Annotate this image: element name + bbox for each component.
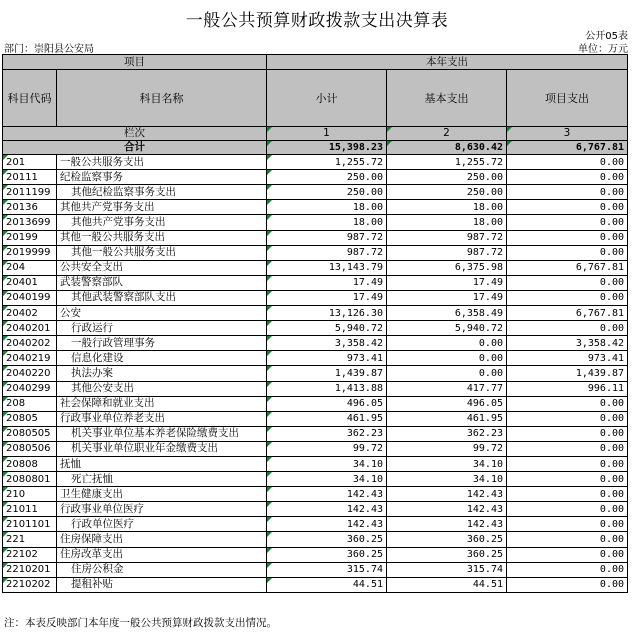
header-project-exp: 项目支出 <box>507 70 628 127</box>
row-name: 武装警察部队 <box>57 275 267 290</box>
row-basic: 0.00 <box>387 351 507 366</box>
row-subtotal: 5,940.72 <box>267 321 387 336</box>
row-basic: 99.72 <box>387 441 507 456</box>
row-basic: 44.51 <box>387 577 507 592</box>
row-subtotal: 44.51 <box>267 577 387 592</box>
row-project: 0.00 <box>507 532 628 547</box>
row-subtotal: 34.10 <box>267 456 387 471</box>
row-project: 0.00 <box>507 230 628 245</box>
row-basic: 17.49 <box>387 275 507 290</box>
form-code: 公开05表 <box>585 31 628 42</box>
page-title: 一般公共预算财政拨款支出决算表 <box>185 11 449 31</box>
row-code: 2040202 <box>3 336 57 351</box>
table-row <box>3 411 628 426</box>
row-project: 0.00 <box>507 517 628 532</box>
row-basic: 18.00 <box>387 200 507 215</box>
row-project: 1,439.87 <box>507 366 628 381</box>
row-code: 2080801 <box>3 472 57 487</box>
table-row <box>3 426 628 441</box>
row-project: 0.00 <box>507 185 628 200</box>
row-project: 0.00 <box>507 472 628 487</box>
row-subtotal: 99.72 <box>267 441 387 456</box>
row-subtotal: 362.23 <box>267 426 387 441</box>
row-code: 20136 <box>3 200 57 215</box>
row-name: 信息化建设 <box>57 351 267 366</box>
row-name: 纪检监察事务 <box>57 170 267 185</box>
unit-label: 单位：万元 <box>578 44 628 55</box>
table-row <box>3 381 628 396</box>
row-subtotal: 987.72 <box>267 245 387 260</box>
row-subtotal: 13,143.79 <box>267 260 387 275</box>
table-row <box>3 456 628 471</box>
row-project: 0.00 <box>507 547 628 562</box>
row-basic: 18.00 <box>387 215 507 230</box>
row-project: 0.00 <box>507 200 628 215</box>
row-basic: 250.00 <box>387 170 507 185</box>
row-project: 0.00 <box>507 487 628 502</box>
table-row <box>3 321 628 336</box>
expenditure-table <box>2 54 628 593</box>
table-row <box>3 441 628 456</box>
row-code: 2210201 <box>3 562 57 577</box>
row-code: 2080506 <box>3 441 57 456</box>
row-project: 0.00 <box>507 290 628 305</box>
row-subtotal: 1,413.88 <box>267 381 387 396</box>
row-basic: 5,940.72 <box>387 321 507 336</box>
row-name: 其他共产党事务支出 <box>57 215 267 230</box>
row-name: 其他公安支出 <box>57 381 267 396</box>
row-name: 其他一般公共服务支出 <box>57 230 267 245</box>
row-basic: 142.43 <box>387 502 507 517</box>
table-row <box>3 245 628 260</box>
row-subtotal: 3,358.42 <box>267 336 387 351</box>
row-subtotal: 360.25 <box>267 532 387 547</box>
row-basic: 17.49 <box>387 290 507 305</box>
row-subtotal: 250.00 <box>267 170 387 185</box>
header-row-columns <box>3 70 628 127</box>
row-code: 2040219 <box>3 351 57 366</box>
row-project: 0.00 <box>507 577 628 592</box>
row-basic: 987.72 <box>387 245 507 260</box>
row-basic: 34.10 <box>387 472 507 487</box>
row-code: 22102 <box>3 547 57 562</box>
row-project: 0.00 <box>507 155 628 170</box>
row-subtotal: 250.00 <box>267 185 387 200</box>
row-project: 0.00 <box>507 170 628 185</box>
table-row <box>3 502 628 517</box>
row-basic: 0.00 <box>387 336 507 351</box>
row-code: 21011 <box>3 502 57 517</box>
table-row <box>3 577 628 592</box>
table-row <box>3 230 628 245</box>
header-project: 项目 <box>3 55 267 70</box>
table-row <box>3 170 628 185</box>
lanci-col1: 1 <box>267 127 387 141</box>
row-name: 社会保障和就业支出 <box>57 396 267 411</box>
row-name: 卫生健康支出 <box>57 487 267 502</box>
row-basic: 417.77 <box>387 381 507 396</box>
row-basic: 496.05 <box>387 396 507 411</box>
total-label: 合计 <box>3 141 267 155</box>
lanci-col2: 2 <box>387 127 507 141</box>
table-row <box>3 185 628 200</box>
row-project: 0.00 <box>507 456 628 471</box>
row-basic: 315.74 <box>387 562 507 577</box>
row-code: 2101101 <box>3 517 57 532</box>
row-basic: 362.23 <box>387 426 507 441</box>
row-code: 20805 <box>3 411 57 426</box>
header-basic: 基本支出 <box>387 70 507 127</box>
row-project: 0.00 <box>507 275 628 290</box>
row-name: 其他一般公共服务支出 <box>57 245 267 260</box>
row-basic: 360.25 <box>387 547 507 562</box>
table-row <box>3 260 628 275</box>
row-name: 公安 <box>57 306 267 321</box>
table-row <box>3 336 628 351</box>
row-name: 行政事业单位养老支出 <box>57 411 267 426</box>
row-name: 其他共产党事务支出 <box>57 200 267 215</box>
row-subtotal: 142.43 <box>267 502 387 517</box>
row-project: 6,767.81 <box>507 260 628 275</box>
row-basic: 6,358.49 <box>387 306 507 321</box>
table-row <box>3 396 628 411</box>
row-name: 行政单位医疗 <box>57 517 267 532</box>
row-subtotal: 13,126.30 <box>267 306 387 321</box>
row-subtotal: 461.95 <box>267 411 387 426</box>
row-basic: 34.10 <box>387 456 507 471</box>
row-code: 20111 <box>3 170 57 185</box>
total-basic: 8,630.42 <box>387 141 507 155</box>
row-subtotal: 1,439.87 <box>267 366 387 381</box>
row-name: 住房保障支出 <box>57 532 267 547</box>
row-subtotal: 18.00 <box>267 215 387 230</box>
row-project: 0.00 <box>507 502 628 517</box>
table-row <box>3 562 628 577</box>
row-basic: 6,375.98 <box>387 260 507 275</box>
row-subtotal: 315.74 <box>267 562 387 577</box>
row-code: 201 <box>3 155 57 170</box>
row-project: 0.00 <box>507 441 628 456</box>
row-subtotal: 1,255.72 <box>267 155 387 170</box>
row-project: 973.41 <box>507 351 628 366</box>
department-label: 部门：崇阳县公安局 <box>4 44 94 55</box>
row-project: 0.00 <box>507 426 628 441</box>
row-name: 其他纪检监察事务支出 <box>57 185 267 200</box>
row-project: 0.00 <box>507 411 628 426</box>
row-code: 2040299 <box>3 381 57 396</box>
row-project: 0.00 <box>507 562 628 577</box>
row-name: 机关事业单位基本养老保险缴费支出 <box>57 426 267 441</box>
header-subtotal: 小计 <box>267 70 387 127</box>
table-row <box>3 306 628 321</box>
row-code: 2019999 <box>3 245 57 260</box>
row-code: 20808 <box>3 456 57 471</box>
row-name: 一般公共服务支出 <box>57 155 267 170</box>
table-row <box>3 275 628 290</box>
row-basic: 142.43 <box>387 487 507 502</box>
row-subtotal: 360.25 <box>267 547 387 562</box>
row-code: 208 <box>3 396 57 411</box>
row-code: 204 <box>3 260 57 275</box>
row-name: 机关事业单位职业年金缴费支出 <box>57 441 267 456</box>
row-basic: 360.25 <box>387 532 507 547</box>
row-name: 其他武装警察部队支出 <box>57 290 267 305</box>
row-code: 20199 <box>3 230 57 245</box>
header-name: 科目名称 <box>57 70 267 127</box>
total-subtotal: 15,398.23 <box>267 141 387 155</box>
footnote: 注：本表反映部门本年度一般公共预算财政拨款支出情况。 <box>4 617 277 629</box>
row-code: 2011199 <box>3 185 57 200</box>
row-subtotal: 17.49 <box>267 275 387 290</box>
table-row <box>3 351 628 366</box>
row-name: 行政运行 <box>57 321 267 336</box>
total-row <box>3 141 628 155</box>
row-basic: 461.95 <box>387 411 507 426</box>
table-row <box>3 200 628 215</box>
lanci-label: 栏次 <box>3 127 267 141</box>
row-subtotal: 987.72 <box>267 230 387 245</box>
table-row <box>3 517 628 532</box>
row-basic: 1,255.72 <box>387 155 507 170</box>
row-project: 996.11 <box>507 381 628 396</box>
row-name: 一般行政管理事务 <box>57 336 267 351</box>
row-subtotal: 142.43 <box>267 517 387 532</box>
row-name: 死亡抚恤 <box>57 472 267 487</box>
row-code: 210 <box>3 487 57 502</box>
row-subtotal: 34.10 <box>267 472 387 487</box>
table-row <box>3 547 628 562</box>
row-name: 公共安全支出 <box>57 260 267 275</box>
table-row <box>3 290 628 305</box>
header-code: 科目代码 <box>3 70 57 127</box>
row-code: 2210202 <box>3 577 57 592</box>
row-code: 2040201 <box>3 321 57 336</box>
row-code: 2013699 <box>3 215 57 230</box>
table-row <box>3 366 628 381</box>
row-name: 执法办案 <box>57 366 267 381</box>
row-subtotal: 973.41 <box>267 351 387 366</box>
row-basic: 142.43 <box>387 517 507 532</box>
row-code: 2080505 <box>3 426 57 441</box>
lanci-row <box>3 127 628 141</box>
row-name: 提租补贴 <box>57 577 267 592</box>
row-code: 20401 <box>3 275 57 290</box>
row-subtotal: 142.43 <box>267 487 387 502</box>
total-project: 6,767.81 <box>507 141 628 155</box>
table-row <box>3 472 628 487</box>
row-name: 住房改革支出 <box>57 547 267 562</box>
row-project: 0.00 <box>507 245 628 260</box>
row-subtotal: 496.05 <box>267 396 387 411</box>
row-code: 2040199 <box>3 290 57 305</box>
row-code: 20402 <box>3 306 57 321</box>
table-row <box>3 487 628 502</box>
row-name: 抚恤 <box>57 456 267 471</box>
row-project: 0.00 <box>507 396 628 411</box>
row-code: 2040220 <box>3 366 57 381</box>
row-basic: 0.00 <box>387 366 507 381</box>
table-row <box>3 532 628 547</box>
row-project: 3,358.42 <box>507 336 628 351</box>
row-code: 221 <box>3 532 57 547</box>
row-name: 行政事业单位医疗 <box>57 502 267 517</box>
row-basic: 250.00 <box>387 185 507 200</box>
row-project: 0.00 <box>507 321 628 336</box>
lanci-col3: 3 <box>507 127 628 141</box>
row-subtotal: 17.49 <box>267 290 387 305</box>
header-row-top <box>3 55 628 70</box>
row-project: 0.00 <box>507 215 628 230</box>
header-current-year: 本年支出 <box>267 55 628 70</box>
table-row <box>3 155 628 170</box>
row-basic: 987.72 <box>387 230 507 245</box>
row-subtotal: 18.00 <box>267 200 387 215</box>
row-project: 6,767.81 <box>507 306 628 321</box>
row-name: 住房公积金 <box>57 562 267 577</box>
table-row <box>3 215 628 230</box>
